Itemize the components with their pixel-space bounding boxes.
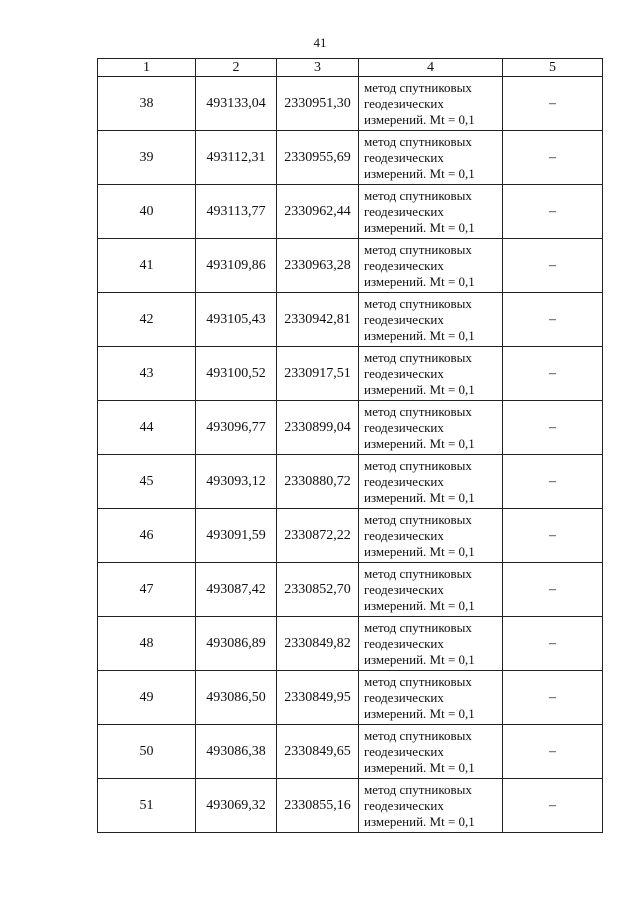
note-cell: – <box>503 509 603 563</box>
method-line: измерений. Mt = 0,1 <box>364 813 475 829</box>
method-cell <box>359 509 503 563</box>
method-line: измерений. Mt = 0,1 <box>364 597 475 613</box>
y-coordinate-cell: 2330855,16 <box>277 779 359 833</box>
method-line: измерений. Mt = 0,1 <box>364 435 475 451</box>
y-coordinate-cell: 2330899,04 <box>277 401 359 455</box>
method-line: метод спутниковых <box>364 619 472 635</box>
point-number-cell: 51 <box>98 779 196 833</box>
method-line: измерений. Mt = 0,1 <box>364 651 475 667</box>
note-cell: – <box>503 239 603 293</box>
method-cell <box>359 455 503 509</box>
method-line: метод спутниковых <box>364 349 472 365</box>
note-cell: – <box>503 779 603 833</box>
table-row <box>98 293 603 347</box>
method-line: измерений. Mt = 0,1 <box>364 759 475 775</box>
table-row <box>98 563 603 617</box>
note-cell: – <box>503 455 603 509</box>
point-number-cell: 45 <box>98 455 196 509</box>
method-line: измерений. Mt = 0,1 <box>364 543 475 559</box>
x-coordinate-cell: 493096,77 <box>196 401 277 455</box>
method-line: геодезических <box>364 419 444 435</box>
note-cell: – <box>503 671 603 725</box>
point-number-cell: 39 <box>98 131 196 185</box>
method-line: геодезических <box>364 581 444 597</box>
header-col-1: 1 <box>98 59 196 77</box>
point-number-cell: 48 <box>98 617 196 671</box>
method-line: геодезических <box>364 527 444 543</box>
point-number-cell: 46 <box>98 509 196 563</box>
x-coordinate-cell: 493105,43 <box>196 293 277 347</box>
x-coordinate-cell: 493133,04 <box>196 77 277 131</box>
method-line: измерений. Mt = 0,1 <box>364 381 475 397</box>
x-coordinate-cell: 493112,31 <box>196 131 277 185</box>
method-line: геодезических <box>364 797 444 813</box>
method-line: измерений. Mt = 0,1 <box>364 165 475 181</box>
header-col-4: 4 <box>359 59 503 77</box>
method-cell <box>359 563 503 617</box>
method-cell <box>359 185 503 239</box>
method-line: измерений. Mt = 0,1 <box>364 705 475 721</box>
method-cell <box>359 293 503 347</box>
table-row <box>98 239 603 293</box>
note-cell: – <box>503 617 603 671</box>
method-cell <box>359 401 503 455</box>
method-cell <box>359 347 503 401</box>
note-cell: – <box>503 77 603 131</box>
x-coordinate-cell: 493100,52 <box>196 347 277 401</box>
header-col-3: 3 <box>277 59 359 77</box>
method-line: геодезических <box>364 149 444 165</box>
coordinates-table <box>97 58 603 833</box>
table-row <box>98 131 603 185</box>
x-coordinate-cell: 493113,77 <box>196 185 277 239</box>
table-row <box>98 671 603 725</box>
note-cell: – <box>503 131 603 185</box>
y-coordinate-cell: 2330849,95 <box>277 671 359 725</box>
y-coordinate-cell: 2330849,82 <box>277 617 359 671</box>
table-row <box>98 77 603 131</box>
table-row <box>98 725 603 779</box>
note-cell: – <box>503 347 603 401</box>
method-line: метод спутниковых <box>364 457 472 473</box>
y-coordinate-cell: 2330917,51 <box>277 347 359 401</box>
y-coordinate-cell: 2330962,44 <box>277 185 359 239</box>
x-coordinate-cell: 493069,32 <box>196 779 277 833</box>
method-line: метод спутниковых <box>364 565 472 581</box>
method-line: геодезических <box>364 635 444 651</box>
point-number-cell: 43 <box>98 347 196 401</box>
method-line: геодезических <box>364 473 444 489</box>
point-number-cell: 41 <box>98 239 196 293</box>
method-line: метод спутниковых <box>364 403 472 419</box>
method-cell <box>359 239 503 293</box>
y-coordinate-cell: 2330942,81 <box>277 293 359 347</box>
point-number-cell: 42 <box>98 293 196 347</box>
x-coordinate-cell: 493087,42 <box>196 563 277 617</box>
y-coordinate-cell: 2330872,22 <box>277 509 359 563</box>
x-coordinate-cell: 493091,59 <box>196 509 277 563</box>
table-row <box>98 455 603 509</box>
x-coordinate-cell: 493086,50 <box>196 671 277 725</box>
method-line: измерений. Mt = 0,1 <box>364 219 475 235</box>
point-number-cell: 44 <box>98 401 196 455</box>
header-col-2: 2 <box>196 59 277 77</box>
x-coordinate-cell: 493086,38 <box>196 725 277 779</box>
x-coordinate-cell: 493086,89 <box>196 617 277 671</box>
y-coordinate-cell: 2330849,65 <box>277 725 359 779</box>
page-number: 41 <box>313 35 327 50</box>
method-line: измерений. Mt = 0,1 <box>364 273 475 289</box>
table-row <box>98 617 603 671</box>
method-line: метод спутниковых <box>364 781 472 797</box>
method-line: геодезических <box>364 203 444 219</box>
point-number-cell: 47 <box>98 563 196 617</box>
method-line: измерений. Mt = 0,1 <box>364 489 475 505</box>
y-coordinate-cell: 2330963,28 <box>277 239 359 293</box>
method-line: измерений. Mt = 0,1 <box>364 111 475 127</box>
table-row <box>98 779 603 833</box>
method-cell <box>359 725 503 779</box>
method-line: метод спутниковых <box>364 133 472 149</box>
table-row <box>98 347 603 401</box>
method-cell <box>359 77 503 131</box>
method-line: геодезических <box>364 257 444 273</box>
method-line: метод спутниковых <box>364 187 472 203</box>
x-coordinate-cell: 493093,12 <box>196 455 277 509</box>
method-line: геодезических <box>364 311 444 327</box>
method-cell <box>359 779 503 833</box>
method-line: метод спутниковых <box>364 511 472 527</box>
note-cell: – <box>503 401 603 455</box>
method-line: метод спутниковых <box>364 727 472 743</box>
point-number-cell: 40 <box>98 185 196 239</box>
method-line: геодезических <box>364 689 444 705</box>
table-row <box>98 509 603 563</box>
note-cell: – <box>503 725 603 779</box>
point-number-cell: 50 <box>98 725 196 779</box>
method-line: метод спутниковых <box>364 241 472 257</box>
table-body <box>98 77 603 833</box>
method-line: метод спутниковых <box>364 673 472 689</box>
y-coordinate-cell: 2330955,69 <box>277 131 359 185</box>
method-line: метод спутниковых <box>364 295 472 311</box>
point-number-cell: 49 <box>98 671 196 725</box>
point-number-cell: 38 <box>98 77 196 131</box>
method-cell <box>359 617 503 671</box>
method-cell <box>359 671 503 725</box>
table-header-row <box>98 59 603 77</box>
x-coordinate-cell: 493109,86 <box>196 239 277 293</box>
method-line: измерений. Mt = 0,1 <box>364 327 475 343</box>
method-line: геодезических <box>364 743 444 759</box>
method-line: метод спутниковых <box>364 79 472 95</box>
table-row <box>98 401 603 455</box>
header-col-5: 5 <box>503 59 603 77</box>
method-line: геодезических <box>364 95 444 111</box>
note-cell: – <box>503 293 603 347</box>
note-cell: – <box>503 563 603 617</box>
table-row <box>98 185 603 239</box>
y-coordinate-cell: 2330880,72 <box>277 455 359 509</box>
y-coordinate-cell: 2330852,70 <box>277 563 359 617</box>
method-line: геодезических <box>364 365 444 381</box>
note-cell: – <box>503 185 603 239</box>
y-coordinate-cell: 2330951,30 <box>277 77 359 131</box>
method-cell <box>359 131 503 185</box>
